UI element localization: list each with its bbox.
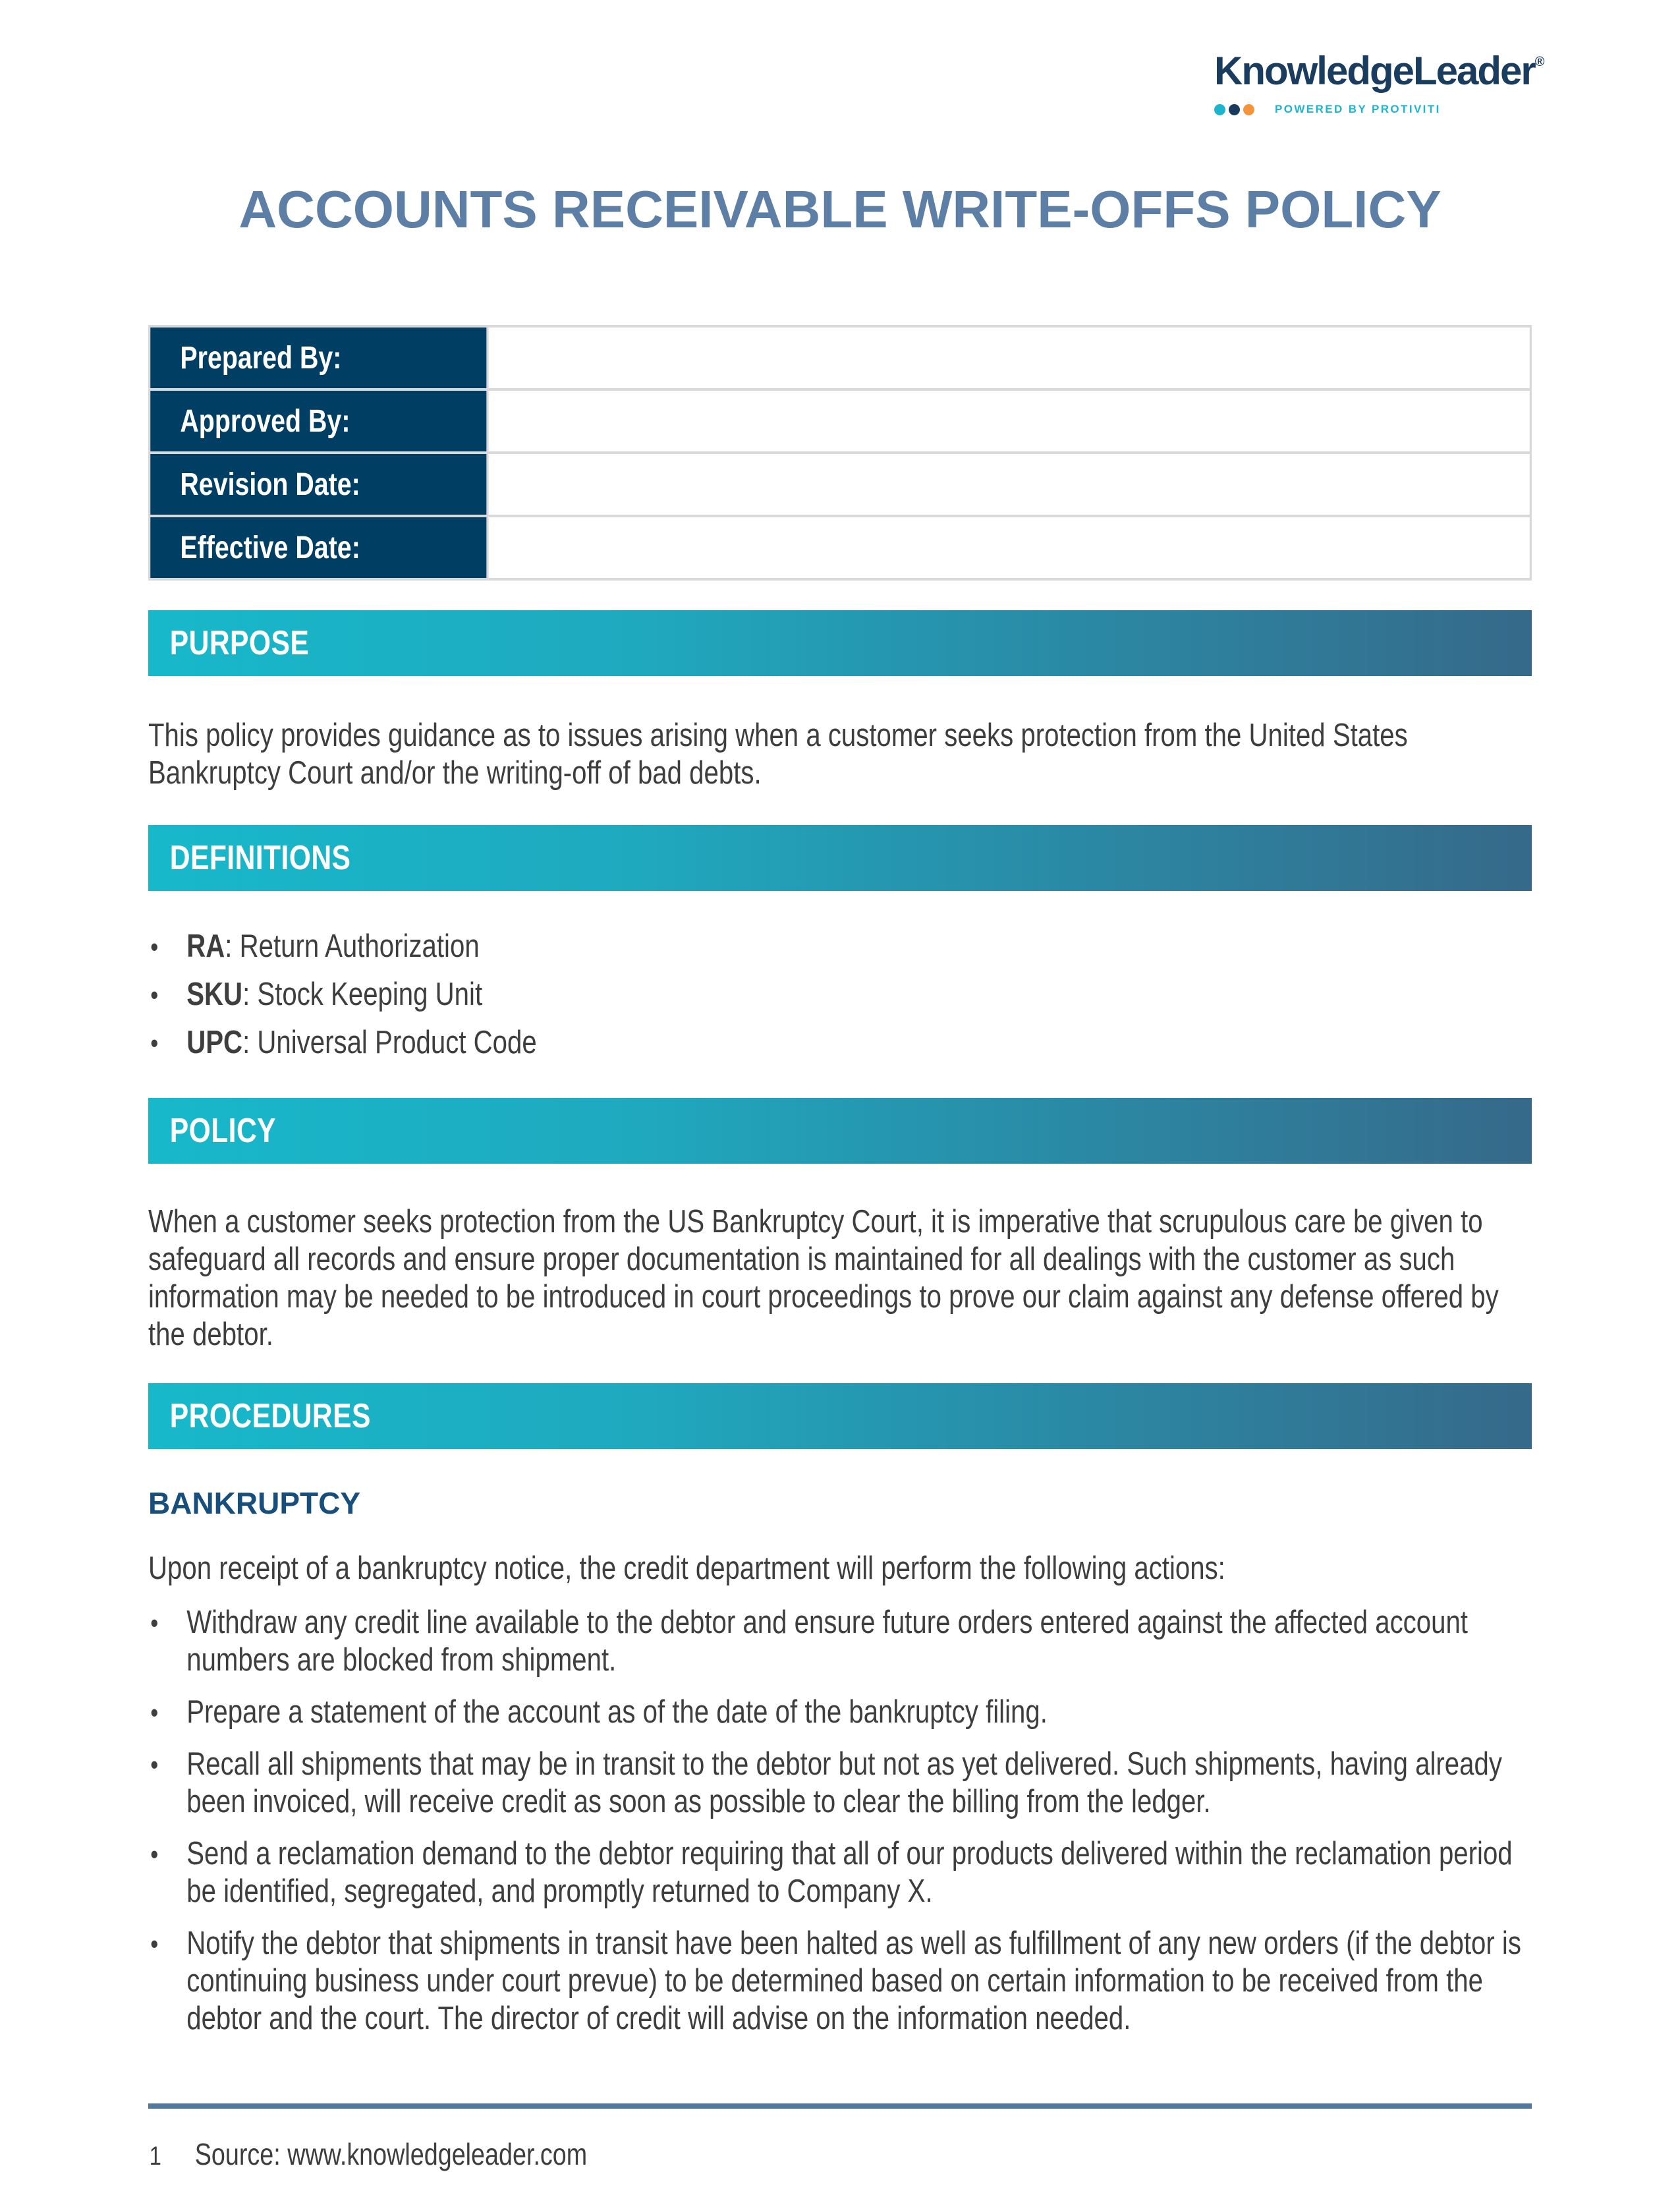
bullet-icon: • bbox=[150, 1607, 159, 1638]
list-item bbox=[148, 1835, 1532, 1910]
procedure-text: Notify the debtor that shipments in transit have been halted as well as fulfillment of any new orders (if the debtor is continuing business under court prevue) to be determined based on certain information to be received from the debtor and the court. The director of credit will advise on the information needed. bbox=[186, 1926, 1521, 2036]
definition-text: : Universal Product Code bbox=[242, 1025, 537, 1060]
meta-value-effective-date bbox=[488, 516, 1530, 579]
procedure-text: Recall all shipments that may be in transit to the debtor but not as yet delivered. Such shipments, having already been invoiced, will receive credit as soon as possible to clear the billing from the ledger. bbox=[186, 1746, 1502, 1819]
section-heading: PURPOSE bbox=[169, 624, 310, 662]
procedure-text: Send a reclamation demand to the debtor requiring that all of our products delivered within the reclamation period be identified, segregated, and promptly returned to Company X. bbox=[186, 1836, 1513, 1909]
document-content bbox=[148, 0, 1532, 2171]
meta-label-prepared-by: Prepared By: bbox=[150, 326, 488, 389]
definition-term: SKU bbox=[186, 977, 243, 1012]
procedures-list bbox=[148, 1604, 1532, 2038]
document-meta-table bbox=[148, 325, 1532, 581]
table-row bbox=[150, 326, 1531, 389]
footer-text-row bbox=[148, 2136, 1532, 2172]
section-header-procedures bbox=[148, 1383, 1532, 1449]
procedure-text: Prepare a statement of the account as of the date of the bankruptcy filing. bbox=[186, 1694, 1048, 1730]
policy-paragraph: When a customer seeks protection from the US Bankruptcy Court, it is imperative that scrupulous care be given to safeguard all records and ensure proper documentation is maintained for all dealings with the customer as such information may be needed to be introduced in court proceedings to prove our claim against any defense offered by the debtor. bbox=[148, 1204, 1499, 1352]
list-item bbox=[148, 1746, 1532, 1821]
table-row bbox=[150, 389, 1531, 453]
table-row bbox=[150, 453, 1531, 516]
definition-text: : Return Authorization bbox=[225, 928, 480, 964]
list-item bbox=[148, 1604, 1532, 1679]
procedure-text: Withdraw any credit line available to the debtor and ensure future orders entered against the affected account numbers are blocked from shipment. bbox=[186, 1605, 1468, 1678]
section-header-definitions bbox=[148, 825, 1532, 891]
meta-value-revision-date bbox=[488, 453, 1530, 516]
table-row bbox=[150, 516, 1531, 579]
meta-label-revision-date: Revision Date: bbox=[150, 453, 488, 516]
definition-term: RA bbox=[186, 928, 225, 964]
procedures-intro: Upon receipt of a bankruptcy notice, the credit department will perform the following actions: bbox=[148, 1551, 1225, 1586]
section-heading: DEFINITIONS bbox=[169, 839, 351, 877]
brand-text: KnowledgeLeader bbox=[1214, 49, 1535, 93]
meta-label-effective-date: Effective Date: bbox=[150, 516, 488, 579]
list-item bbox=[148, 1024, 1532, 1062]
section-header-purpose bbox=[148, 610, 1532, 676]
registered-mark: ® bbox=[1534, 55, 1545, 69]
bullet-icon: • bbox=[150, 1839, 159, 1869]
definitions-list bbox=[148, 928, 1532, 1062]
bullet-icon: • bbox=[150, 1928, 159, 1959]
definition-term: UPC bbox=[186, 1025, 243, 1060]
definition-text: : Stock Keeping Unit bbox=[242, 977, 483, 1012]
meta-label-approved-by: Approved By: bbox=[150, 389, 488, 453]
bullet-icon: • bbox=[150, 931, 159, 962]
meta-value-approved-by bbox=[488, 389, 1530, 453]
list-item bbox=[148, 1925, 1532, 2038]
source-text: Source: www.knowledgeleader.com bbox=[194, 2137, 588, 2171]
section-header-policy bbox=[148, 1098, 1532, 1164]
purpose-paragraph: This policy provides guidance as to issues arising when a customer seeks protection from the United States Bankruptcy Court and/or the writing-off of bad debts. bbox=[148, 718, 1408, 791]
list-item bbox=[148, 976, 1532, 1013]
meta-value-prepared-by bbox=[488, 326, 1530, 389]
page-number: 1 bbox=[149, 2142, 161, 2171]
bullet-icon: • bbox=[150, 1749, 159, 1780]
page-footer bbox=[148, 2103, 1532, 2172]
footer-divider bbox=[148, 2103, 1532, 2109]
bullet-icon: • bbox=[150, 1697, 159, 1728]
brand-tagline: POWERED BY PROTIVITI bbox=[1275, 103, 1441, 115]
page-title: ACCOUNTS RECEIVABLE WRITE-OFFS POLICY bbox=[238, 180, 1442, 239]
bullet-icon: • bbox=[150, 979, 159, 1010]
list-item bbox=[148, 1694, 1532, 1731]
section-heading: POLICY bbox=[169, 1112, 276, 1150]
subsection-heading-bankruptcy: BANKRUPTCY bbox=[148, 1486, 360, 1520]
list-item bbox=[148, 928, 1532, 965]
bullet-icon: • bbox=[150, 1027, 159, 1058]
section-heading: PROCEDURES bbox=[169, 1397, 371, 1435]
